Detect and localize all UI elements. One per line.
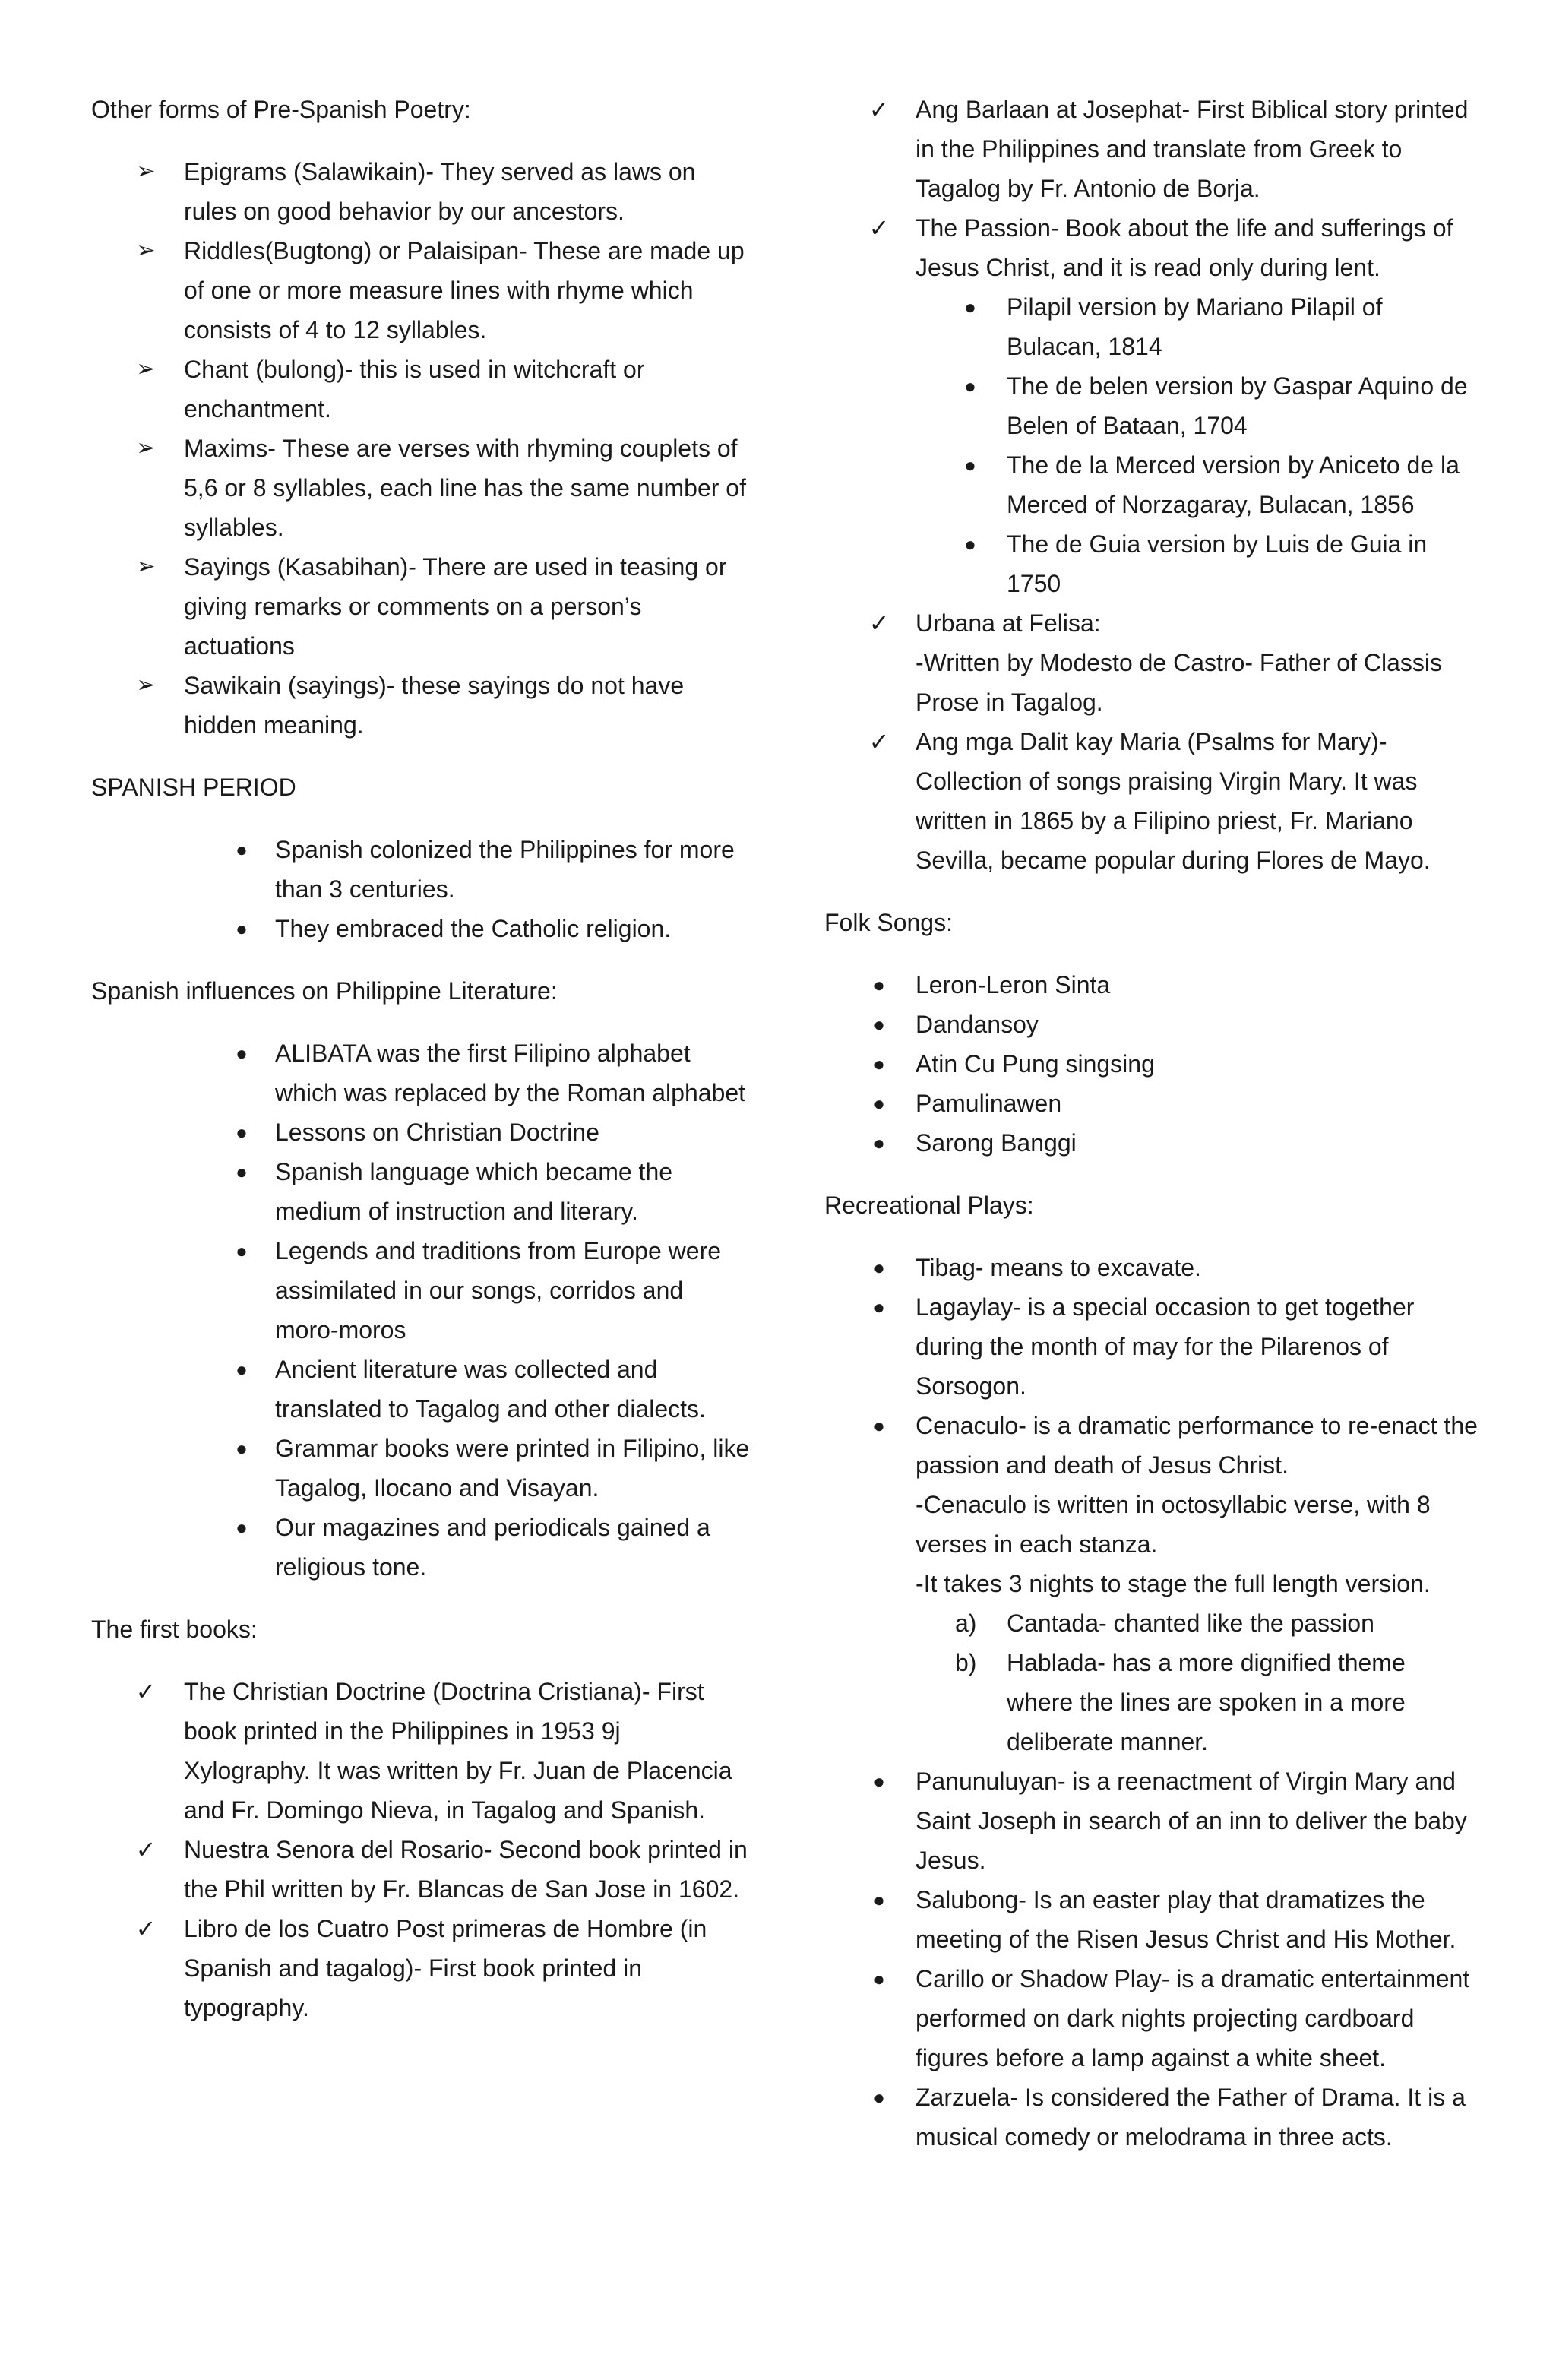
list-item: ➢ Sawikain (sayings)- these sayings do not have hidden meaning. (91, 666, 752, 745)
right-column (824, 90, 1478, 2179)
list-item: ✓ Nuestra Senora del Rosario- Second book printed in the Phil written by Fr. Blancas de San Jose in 1602. (91, 1830, 752, 1909)
list-item: ➢ Maxims- These are verses with rhyming couplets of 5,6 or 8 syllables, each line has the same number of syllables. (91, 429, 752, 547)
list-item: ✓ Ang Barlaan at Josephat- First Biblical story printed in the Philippines and translate from Greek to Tagalog by Fr. Antonio de Borja. (824, 90, 1478, 208)
list-item: ● Zarzuela- Is considered the Father of Drama. It is a musical comedy or melodrama in three acts. (824, 2078, 1478, 2157)
arrow-bullet-icon: ➢ (136, 673, 156, 698)
list-item: ● ALIBATA was the first Filipino alphabet which was replaced by the Roman alphabet (91, 1033, 752, 1112)
list-item: ➢ Riddles(Bugtong) or Palaisipan- These are made up of one or more measure lines with rhyme which consists of 4 to 12 syllables. (91, 231, 752, 350)
dot-bullet-icon: ● (964, 533, 976, 555)
first-books-list (91, 1672, 752, 2027)
heading-pre-spanish-poetry: Other forms of Pre-Spanish Poetry: (91, 96, 471, 123)
list-item: ➢ Chant (bulong)- this is used in witchcraft or enchantment. (91, 350, 752, 429)
influences-list (91, 1033, 752, 1587)
list-item: ● Lessons on Christian Doctrine (91, 1112, 752, 1152)
list-item: ✓ The Passion- Book about the life and sufferings of Jesus Christ, and it is read only during lent. ● Pilapil version by Mariano Pilapil of Bulacan, 1814 ● The de belen version by Gaspar Aquino de Belen of Bataan, 1704 ● The de la Merced version by Aniceto de la Merced of Norzagaray, Bulacan, 1856 ● The de Guia version by Luis de Guia in 1750 (824, 208, 1478, 603)
list-item: ● Cenaculo- is a dramatic performance to re-enact the passion and death of Jesus Christ. -Cenaculo is written in octosyllabic verse, with 8 verses in each stanza. -It takes 3 nights to stage the full length version. a) Cantada- chanted like the passion b) Hablada- has a more dignified theme where the lines are spoken in a more deliberate manner. (824, 1406, 1478, 1761)
list-item: ● They embraced the Catholic religion. (91, 909, 752, 948)
heading-first-books: The first books: (91, 1616, 258, 1643)
list-item: ● Our magazines and periodicals gained a religious tone. (91, 1508, 752, 1587)
list-item: ● The de la Merced version by Aniceto de la Merced of Norzagaray, Bulacan, 1856 (916, 445, 1478, 524)
checkmark-icon: ✓ (868, 728, 890, 755)
list-item: ● Ancient literature was collected and translated to Tagalog and other dialects. (91, 1350, 752, 1429)
list-item: ● Panunuluyan- is a reenactment of Virgin Mary and Saint Joseph in search of an inn to deliver the baby Jesus. (824, 1761, 1478, 1880)
dot-bullet-icon: ● (236, 1121, 248, 1144)
dot-bullet-icon: ● (873, 1296, 885, 1318)
list-item: ● Sarong Banggi (824, 1123, 1478, 1163)
dot-bullet-icon: ● (236, 1160, 248, 1183)
arrow-bullet-icon: ➢ (136, 435, 156, 460)
list-item: a) Cantada- chanted like the passion (955, 1609, 1374, 1637)
list-item: ✓ Urbana at Felisa: -Written by Modesto de Castro- Father of Classis Prose in Tagalog. (824, 603, 1478, 722)
poetry-list (91, 152, 752, 745)
list-item: ● Lagaylay- is a special occasion to get together during the month of may for the Pilarenos of Sorsogon. (824, 1287, 1478, 1406)
dot-bullet-icon: ● (873, 1092, 885, 1115)
dot-bullet-icon: ● (873, 1770, 885, 1793)
dot-bullet-icon: ● (236, 1239, 248, 1262)
list-item: ● Legends and traditions from Europe were assimilated in our songs, corridos and moro-moros (91, 1231, 752, 1350)
dot-bullet-icon: ● (873, 1967, 885, 1990)
list-item: b) Hablada- has a more dignified theme where the lines are spoken in a more deliberate manner. (955, 1649, 1406, 1755)
dot-bullet-icon: ● (873, 1013, 885, 1036)
books-continued-list (824, 90, 1478, 880)
cenaculo-types-list (916, 1603, 1478, 1761)
list-item: ✓ Libro de los Cuatro Post primeras de Hombre (in Spanish and tagalog)- First book printed in typography. (91, 1909, 752, 2027)
heading-spanish-influences: Spanish influences on Philippine Literature: (91, 977, 558, 1005)
folk-songs-list (824, 965, 1478, 1163)
list-item: ● The de Guia version by Luis de Guia in 1750 (916, 524, 1478, 603)
list-item: ● Tibag- means to excavate. (824, 1248, 1478, 1287)
dot-bullet-icon: ● (873, 2086, 885, 2109)
list-item: ✓ The Christian Doctrine (Doctrina Cristiana)- First book printed in the Philippines in 1953 9j Xylography. It was written by Fr. Juan de Placencia and Fr. Domingo Nieva, in Tagalog and Spanish. (91, 1672, 752, 1830)
arrow-bullet-icon: ➢ (136, 356, 156, 381)
checkmark-icon: ✓ (868, 609, 890, 637)
checkmark-icon: ✓ (868, 214, 890, 242)
heading-spanish-period: SPANISH PERIOD (91, 774, 296, 801)
list-item: ● Leron-Leron Sinta (824, 965, 1478, 1005)
list-item: ● The de belen version by Gaspar Aquino de Belen of Bataan, 1704 (916, 366, 1478, 445)
spanish-period-list (91, 830, 752, 948)
heading-recreational-plays: Recreational Plays: (824, 1192, 1034, 1219)
recreational-plays-list (824, 1248, 1478, 2157)
dot-bullet-icon: ● (873, 1052, 885, 1075)
list-item: ● Carillo or Shadow Play- is a dramatic entertainment performed on dark nights projecting cardboard figures before a lamp against a white sheet. (824, 1959, 1478, 2078)
list-item: ● Dandansoy (824, 1005, 1478, 1044)
list-item: ● Pilapil version by Mariano Pilapil of Bulacan, 1814 (916, 287, 1478, 366)
dot-bullet-icon: ● (873, 1256, 885, 1279)
dot-bullet-icon: ● (964, 296, 976, 318)
list-item: ➢ Sayings (Kasabihan)- There are used in teasing or giving remarks or comments on a person’s actuations (91, 547, 752, 666)
list-item: ● Atin Cu Pung singsing (824, 1044, 1478, 1084)
checkmark-icon: ✓ (135, 1836, 157, 1863)
passion-versions-list (916, 287, 1478, 603)
heading-folk-songs: Folk Songs: (824, 909, 953, 936)
dot-bullet-icon: ● (873, 1414, 885, 1437)
list-item: ➢ Epigrams (Salawikain)- They served as laws on rules on good behavior by our ancestors. (91, 152, 752, 231)
list-item: ● Salubong- Is an easter play that dramatizes the meeting of the Risen Jesus Christ and His Mother. (824, 1880, 1478, 1959)
dot-bullet-icon: ● (236, 917, 248, 940)
dot-bullet-icon: ● (964, 375, 976, 397)
dot-bullet-icon: ● (873, 1131, 885, 1154)
dot-bullet-icon: ● (236, 838, 248, 861)
dot-bullet-icon: ● (236, 1437, 248, 1460)
list-item: ● Spanish colonized the Philippines for more than 3 centuries. (91, 830, 752, 909)
dot-bullet-icon: ● (236, 1516, 248, 1539)
checkmark-icon: ✓ (868, 96, 890, 123)
list-item: ● Pamulinawen (824, 1084, 1478, 1123)
list-item: ● Grammar books were printed in Filipino, like Tagalog, Ilocano and Visayan. (91, 1429, 752, 1508)
dot-bullet-icon: ● (236, 1358, 248, 1381)
arrow-bullet-icon: ➢ (136, 554, 156, 579)
dot-bullet-icon: ● (964, 454, 976, 476)
arrow-bullet-icon: ➢ (136, 159, 156, 184)
list-item: ● Spanish language which became the medium of instruction and literary. (91, 1152, 752, 1231)
left-column (91, 90, 752, 2027)
dot-bullet-icon: ● (873, 973, 885, 996)
list-item: ✓ Ang mga Dalit kay Maria (Psalms for Mary)- Collection of songs praising Virgin Mary. It was written in 1865 by a Filipino priest, Fr. Mariano Sevilla, became popular during Flores de Mayo. (824, 722, 1478, 880)
checkmark-icon: ✓ (135, 1915, 157, 1942)
dot-bullet-icon: ● (873, 1888, 885, 1911)
checkmark-icon: ✓ (135, 1678, 157, 1705)
dot-bullet-icon: ● (236, 1042, 248, 1065)
arrow-bullet-icon: ➢ (136, 238, 156, 263)
